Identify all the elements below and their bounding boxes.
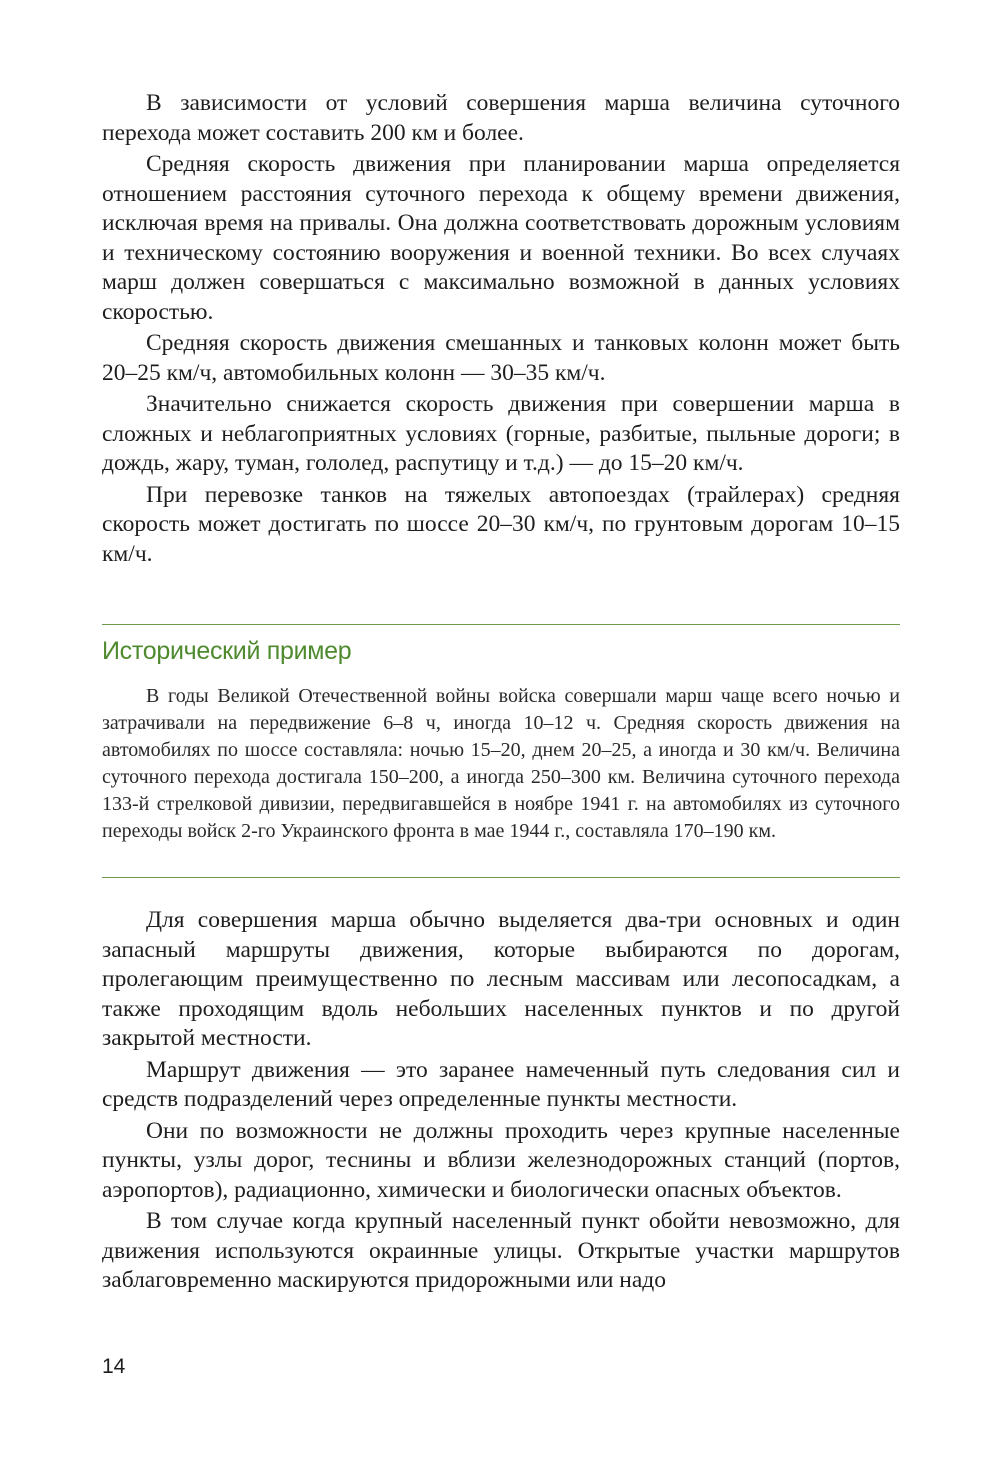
paragraph: В том случае когда крупный населенный пункт обойти невозможно, для движения используются окраинные улицы. Открытые участки маршрутов заблаговременно маскируются придорожными или надо	[102, 1208, 900, 1293]
historical-example-box	[102, 683, 900, 845]
paragraph: Значительно снижается скорость движения при совершении марша в сложных и неблагоприятных условиях (горные, разбитые, пыльные дороги; в дождь, жару, туман, гололед, распутицу и т.д.) — до 15–20 км/ч.	[102, 391, 900, 476]
historical-example-title: Исторический пример	[102, 637, 352, 665]
page-number: 14	[102, 1355, 126, 1378]
paragraph: Они по возможности не должны проходить через крупные населенные пункты, узлы дорог, теснины и вблизи железнодорожных станций (портов, аэропортов), радиационно, химически и биологически опасных объектов.	[102, 1117, 900, 1203]
bottom-text-block	[102, 906, 900, 1296]
paragraph: В зависимости от условий совершения марша величина суточного перехода может составить 200 км и более.	[102, 90, 900, 146]
top-text-block	[102, 89, 900, 569]
paragraph: Маршрут движения — это заранее намеченный путь следования сил и средств подразделений через определенные пункты местности.	[102, 1056, 900, 1112]
paragraph: Средняя скорость движения смешанных и танковых колонн может быть 20–25 км/ч, автомобильных колонн — 30–35 км/ч.	[102, 330, 900, 386]
paragraph: Для совершения марша обычно выделяется два-три основных и один запасный маршруты движения, которые выбираются по дорогам, пролегающим преимущественно по лесным массивам или лесопосадкам, а также проходящим вдоль небольших населенных пунктов и по другой закрытой местности.	[102, 907, 900, 1051]
historical-example-text: В годы Великой Отечественной войны войска совершали марш чаще всего ночью и затрачивали на передвижение 6–8 ч, иногда 10–12 ч. Средняя скорость движения на автомобилях по шоссе составляла: ночью 15–20, днем 20–25, а иногда и 30 км/ч. Величина суточного перехода достигала 150–200, а иногда 250–300 км. Величина суточного перехода 133-й стрелковой дивизии, передвигавшейся в ноябре 1941 г. на автомобилях из суточного переходы войск 2-го Украинского фронта в мае 1944 г., составляла 170–190 км.	[102, 685, 900, 842]
example-bottom-rule	[102, 877, 900, 878]
paragraph: Средняя скорость движения при планировании марша определяется отношением расстояния суточного перехода к общему времени движения, исключая время на привалы. Она должна соответствовать дорожным условиям и техническому состоянию вооружения и военной техники. Во всех случаях марш должен совершаться с максимально возможной в данных условиях скоростью.	[102, 151, 900, 325]
example-top-rule	[102, 624, 900, 625]
paragraph: При перевозке танков на тяжелых автопоездах (трайлерах) средняя скорость может достигать по шоссе 20–30 км/ч, по грунтовым дорогам 10–15 км/ч.	[102, 481, 900, 567]
